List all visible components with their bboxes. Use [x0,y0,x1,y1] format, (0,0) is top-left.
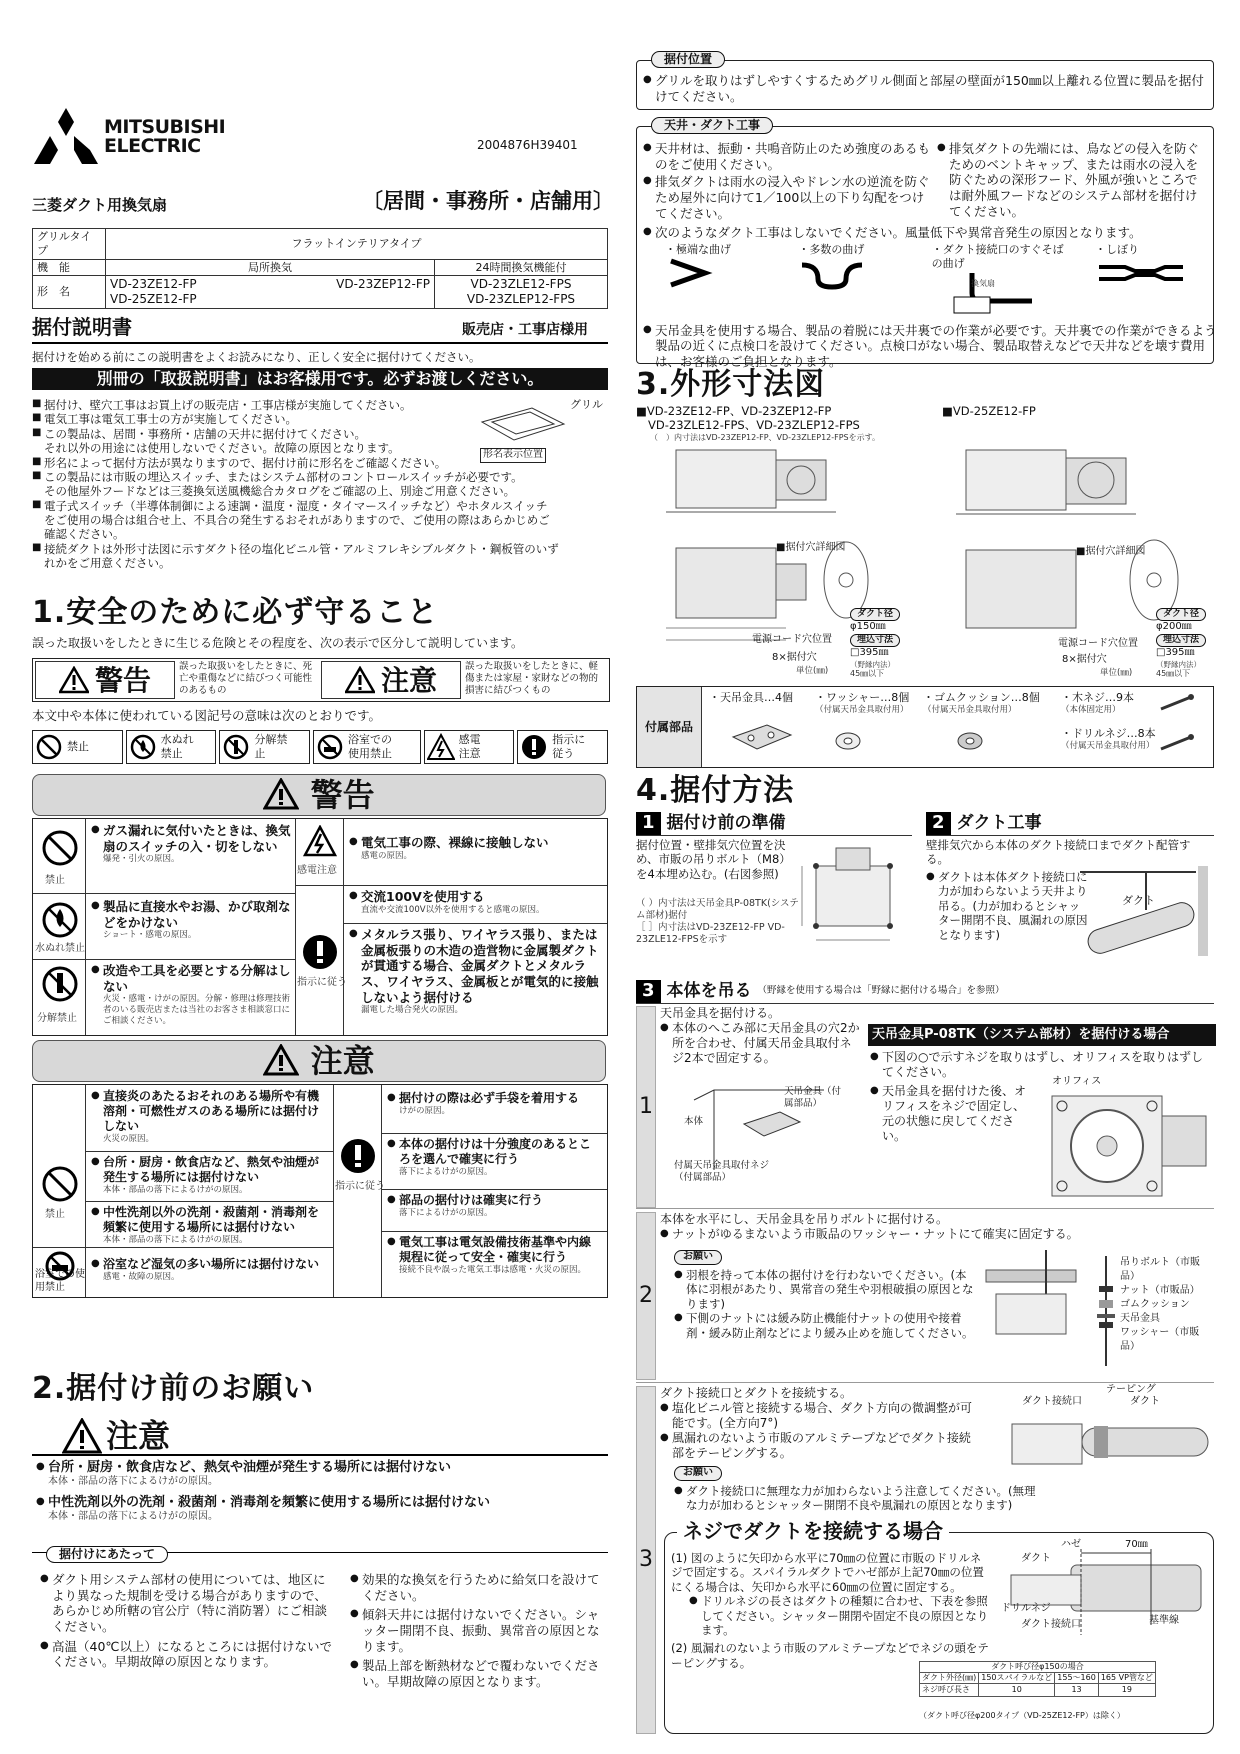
multiple-bend-icon [798,257,888,291]
duct-hanging-diagram [1076,866,1212,956]
caution-table: 禁止 浴室での使用禁止 ● 直接炎のあたるおそれのある場所や有機溶剤・可燃性ガスのある場所には据付けしない 火災の原因。 ● 台所・厨房・飲食店など、熱気や油煙が発生する場所には据付けない 本体・部品の落下によるけがの原因。 ● 中性洗剤以外の洗剤・殺菌剤・消毒剤を頻繁に使用する場所には据付けない 本体・部品の落下によるけがの原因。 ● 浴室など湿気の多い場所には据付けない 感電・故障の原因。 指示に従う ● 据付けの際は必ず手袋を着用する けがの原因。 ● 本体の据付けは十分強度のあるところを選んで確実に行う 落下によるけがの原因。 ● 部品の据付けは確実に行う 落下によるけがの原因。 ● 電気工事は電気設備技術基準や内線規程に従って安全・確実に行う 接続不良や誤った電気工事は感電・火災の原因。 [32,1084,608,1298]
manual-title: 据付説明書 [32,315,132,339]
bad-duct-examples: ・極端な曲げ ・多数の曲げ ・ダクト接続口のすぐそばの曲げ 換気扇 ・しぼり [665,243,1205,318]
bolt-detail-icon [1096,1256,1116,1376]
hanger-bracket-icon [727,711,797,757]
caution-header-icon [263,1044,299,1076]
caution-prohibit-icon [41,1165,79,1203]
right-column: 据付位置 ● グリルを取りはずしやすくするためグリル側面と部屋の壁面が150㎜以上離れる位置に製品を据付けてください。 天井・ダクト工事 ● 天井材は、振動・共鳴音防止のため強度のあるものをご使用ください。 ● 排気ダクトは雨水の浸入やドレン水の逆流を防ぐため屋外に向けて1／100以上の下り勾配をつけてください。 ● 排気ダクトの先端には、鳥などの侵入を防ぐためのベントキャップ、または雨水の浸入を防ぐための深形フード、外風が強いところでは耐外風フードなどのシステム部材を据付けてください。 ● 次のようなダクト工事はしないでください。風量低下や異常音発生の原因となります。 ・極端な曲げ ・多数の曲げ ・ダクト接続口のすぐそばの曲げ 換気扇 ・しぼり ● 天吊金具を使用する場合、製品の着脱には天井裏での作業が必要です。天井裏での作業ができるよう製品の近くに点検口を設けてください。点検口がない場合、製品取替えなどで天井などを壊す費用は、お客様のご負担となります。 3.外形寸法図 ■VD-23ZE12-FP、VD-23ZEP12-FP VD-23ZLE12-FPS、VD-23ZLEP12-FPS （ ）内寸法はVD-23ZEP12-FP、VD-23ZLEP12-FPSを示す。 ■VD-25ZE12-FP ■据付穴詳細図 ■据付穴詳細図 ダクト径 φ150㎜ 埋込寸法 □395㎜ （野縁内法） 45㎜以下 ダクト径 φ200㎜ 埋込寸法 □395㎜ （野縁内法） 45㎜以下 電源コード穴位置 8×据付穴 単位(㎜) 電源コード穴位置 8×据付穴 単位(㎜) 付属部品 ・天吊金具…4個 ・ワッシャー…8個 （付属天吊金具取付用） ・ゴムクッション…8個 （付属天吊金具取付用） ・木ネジ…9本 （本体固定用） ・ドリルネジ…8本 （付属天吊金具取付用） 4.据付方法 1 据付け前の準備 据付位置・壁排気穴位置を決め、市販の吊りボルト（M8）を4本埋め込む。(右図参照) （ ）内寸法は天吊金具P-08TK(システム部材)据付 ［ ］内寸法はVD-23ZE12-FP VD-23ZLE12-FPSを示す 2 ダクト工事 壁排気穴から本体のダクト接続口までダクト配管する。 ● ダクトは本体ダクト接続口に力が加わらないよう天井より吊る。(力が加わるとシャッター開閉不良、風漏れの原因となります) ダクト 3 本体を吊る （野縁を使用する場合は「野縁に据付ける場合」を参照） 1 天吊金具を据付ける。 ● 本体のへこみ部に天吊金具の穴2か所を合わせ、付属天吊金具取付ネジ2本で固定する。 天吊金具（付属部品） 本体 付属天吊金具取付ネジ（付属部品） 天吊金具P-08TK（システム部材）を据付ける場合 ● 下図の○で示すネジを取りはずし、オリフィスを取りはずしてください。 ● 天吊金具を据付けた後、オリフィスをネジで固定し、元の状態に戻してください。 オリフィス 2 本体を水平にし、天吊金具を吊りボルトに据付ける。 ● ナットがゆるまないよう市販品のワッシャー・ナットにて確実に固定する。 お願い ● 羽根を持って本体の据付けを行わないでください。(本体に羽根があたり、異常音の発生や羽根破損の原因となります) ● 下側のナットには緩み防止機能付ナットの使用や接着剤・緩み防止剤などにより緩み止めを施してください。 吊りボルト（市販品） ナット（市販品） ゴムクッション 天吊金具 ワッシャー（市販品） 3 ダクト接続口とダクトを接続する。 ● 塩化ビニル管と接続する場合、ダクト方向の微調整が可能です。(全方向7°) ● 風漏れのないよう市販のアルミテープなどでダクト接続部をテーピングする。 お願い ● ダクト接続口に無理な力が加わらないよう注意してください。(無理な力が加わるとシャッター開閉不良や風漏れの原因となります) テーピング ダクト接続口 ダクト ネジでダクトを接続する場合 (1) 図のように矢印から水平に70㎜の位置に市販のドリルネジで固定する。スパイラルダクトでハゼ部が上記70㎜の位置にくる場合は、矢印から水平に60㎜の位置に固定する。 ● ドリルネジの長さはダクトの種類に合わせ、下表を参照してください。シャッター開閉や固定不良の原因となります。 (2) 風漏れのないよう市販のアルミテープなどでネジの頭をテーピングする。 ダクト ハゼ 70㎜ ドリルネジ ダクト接続口 基準線 ダクト呼び径φ150の場合 ダクト外径(㎜) 150スパイラルなど 155～160 165 VP管など ネジ呼び長さ 10 13 19 （ダクト呼び径φ200タイプ（VD-25ZE12-FP）は除く） [636,0,1214,72]
step-3-head: 3 本体を吊る （野縁を使用する場合は「野縁に据付ける場合」を参照） [636,980,1214,1004]
substep-3-text: ダクト接続口とダクトを接続する。 ● 塩化ビニル管と接続する場合、ダクト方向の微調整が可能です。(全方向7°) ● 風漏れのないよう市販のアルミテープなどでダクト接続部をテーピングする。 [660,1386,980,1461]
sec2-left-list: ● ダクト用システム部材の使用については、地区により異なった規制を受ける場合がありますので、あらかじめ所轄の官公庁（特に消防署）にご相談ください。 ● 高温（40℃以上）になるところには据付けないでください。早期故障の原因となります。 [40,1572,336,1670]
step-1-text: 据付位置・壁排気穴位置を決め、市販の吊りボルト（M8）を4本埋め込む。(右図参照) [636,838,791,881]
symbol-mizunure: 水ぬれ禁止 [126,730,217,764]
symbol-legend [32,730,608,764]
wood-screw-icon [1157,693,1197,713]
brand-name: MITSUBISHI ELECTRIC [104,116,226,157]
doc-code: 2004876H39401 [477,138,578,152]
substep-2-bar: 2 [636,1212,656,1380]
substep-2-text: 本体を水平にし、天吊金具を吊りボルトに据付ける。 ● ナットがゆるまないよう市販品のワッシャー・ナットにて確実に固定する。 [660,1212,1210,1242]
duct-dia-1: ダクト径 φ150㎜ 埋込寸法 □395㎜ （野縁内法） 45㎜以下 [850,608,900,679]
prohibit-icon [35,733,63,761]
symbol-kinshi: 禁止 [32,730,123,764]
bolt-labels: 吊りボルト（市販品） ナット（市販品） ゴムクッション 天吊金具 ワッシャー（市販品） [1120,1257,1200,1352]
symbol-yokushitsu: 浴室での使用禁止 [313,730,421,764]
symbols-intro: 本文中や本体に使われている図記号の意味は次のとおりです。 [32,708,382,723]
warn-no-disassembly-icon [41,965,79,1003]
orifice-diagram [1042,1086,1212,1204]
warning-header-icon [263,778,299,810]
model-position-label: 形名表示位置 [480,448,546,463]
no-bathroom-icon [316,733,344,761]
warn-no-water-icon [41,901,79,939]
caution-instruction-icon [339,1137,377,1175]
sec2-right-list: ● 効果的な換気を行うために給気口を設けてください。 ● 傾斜天井には据付けないでください。シャッター開閉不良、振動、異常音の原因となります。 ● 製品上部を断熱材などで覆わないでください。早期故障の原因となります。 [350,1572,606,1689]
dim-models-1: ■VD-23ZE12-FP、VD-23ZEP12-FP VD-23ZLE12-FPS、VD-23ZLEP12-FPS （ ）内寸法はVD-23ZEP12-FP、VD-23ZLEP12-FPSを示す。 [636,404,880,442]
duct-dia-2: ダクト径 φ200㎜ 埋込寸法 □395㎜ （野縁内法） 45㎜以下 [1156,608,1206,679]
instruction-icon [520,733,548,761]
screw-length-table: ダクト呼び径φ150の場合 ダクト外径(㎜) 150スパイラルなど 155～160 165 VP管など ネジ呼び長さ 10 13 19 [919,1661,1156,1697]
constriction-icon [1095,257,1185,287]
signal-word-legend: 警告 誤った取扱いをしたときに、死亡や重傷などに結びつく可能性のあるもの 注意 誤った取扱いをしたときに、軽傷または家屋・家財などの物的損害に結びつくもの [32,658,610,702]
section-1-title: 1.安全のために必ず守ること [32,595,439,630]
warn-prohibit-icon [41,829,79,867]
bolt-mount-diagram [976,1250,1086,1350]
screw-connection-box: ネジでダクトを接続する場合 (1) 図のように矢印から水平に70㎜の位置に市販のドリルネジで固定する。スパイラルダクトでハゼ部が上記70㎜の位置にくる場合は、矢印から水平に60㎜の位置に固定する。 ● ドリルネジの長さはダクトの種類に合わせ、下表を参照してください。シャッター開閉や固定不良の原因となります。 (2) 風漏れのないよう市販のアルミテープなどでネジの頭をテーピングする。 ダクト ハゼ 70㎜ ドリルネジ ダクト接続口 基準線 ダクト呼び径φ150の場合 ダクト外径(㎜) 150スパイラルなど 155～160 165 VP管など ネジ呼び長さ 10 13 19 （ダクト呼び径φ200タイプ（VD-25ZE12-FP）は除く） [664,1532,1214,1734]
hole-detail-2: ■据付穴詳細図 [1076,546,1146,557]
step-1-head: 1 据付け前の準備 [636,812,912,836]
manual-notes: ■ 据付け、壁穴工事はお買上げの販売店・工事店様が実施してください。 ■ 電気工事は電気工事士の方が実施してください。 ■ この製品は、居間・事務所・店舗の天井に据付けてください。 それ以外の用途には使用しないでください。故障の原因となります。 ■ 形名によって据付方法が異なりますので、据付け前に形名をご確認ください。 ■ この製品には市販の埋込スイッチ、またはシステム部材のコントロールスイッチが必要です。 その他屋外フードなどは三菱換気送風機総合カタログをご確認の上、別途ご用意ください。 ■ 電子式スイッチ（半導体制御による速調・温度・湿度・タイマースイッチなど）やホタルスイッチ をご使用の場合は組合せ上、不具合の発生するおそれがありますので、ご使用の際はあらかじめご 確認ください。 ■ 接続ダクトは外形寸法図に示すダクト径の塩化ビニル管・アルミフレキシブルダクト・鋼板管のいず れかをご用意ください。 [32,398,608,571]
no-water-icon [129,733,157,761]
usage: 〔居間・事務所・店舗用〕 [362,189,614,213]
product-type: 三菱ダクト用換気扇 [32,196,168,214]
warn-instruction-icon [301,933,339,971]
symbol-bunkai: 分解禁止 [219,730,310,764]
duct-taping-diagram [1002,1398,1212,1482]
substep-1-bar: 1 [636,1006,656,1208]
symbol-kanden: 感電注意 [424,730,515,764]
rubber-cushion-icon [955,729,985,753]
section-3-title: 3.外形寸法図 [636,367,826,402]
section-2-caution: 注意 [62,1416,170,1456]
warning-header: 警告 [32,774,606,816]
washer-icon [833,729,863,753]
section-1-intro: 誤った取扱いをしたときに生じる危険とその程度を、次の表示で区分して説明しています。 [32,636,524,650]
warning-triangle-icon [59,666,89,694]
electric-shock-icon [427,733,455,761]
accessory-parts: 付属部品 ・天吊金具…4個 ・ワッシャー…8個 （付属天吊金具取付用） ・ゴムクッション…8個 （付属天吊金具取付用） ・木ネジ…9本 （本体固定用） ・ドリルネジ…8本 （付属天吊金具取付用） [636,686,1214,768]
ceiling-duct-box: 天井・ダクト工事 ● 天井材は、振動・共鳴音防止のため強度のあるものをご使用ください。 ● 排気ダクトは雨水の浸入やドレン水の逆流を防ぐため屋外に向けて1／100以上の下り勾配をつけてください。 ● 排気ダクトの先端には、鳥などの侵入を防ぐためのベントキャップ、または雨水の浸入を防ぐための深形フード、外風が強いところでは耐外風フードなどのシステム部材を据付けてください。 ● 次のようなダクト工事はしないでください。風量低下や異常音発生の原因となります。 ・極端な曲げ ・多数の曲げ ・ダクト接続口のすぐそばの曲げ 換気扇 ・しぼり ● 天吊金具を使用する場合、製品の着脱には天井裏での作業が必要です。天井裏での作業ができるよう製品の近くに点検口を設けてください。点検口がない場合、製品取替えなどで天井などを壊す費用は、お客様のご負担となります。 [636,126,1214,364]
hole-detail-1: ■据付穴詳細図 [776,542,846,553]
bolt-position-diagram [796,836,914,956]
warning-table: 禁止 水ぬれ禁止 分解禁止 ● ガス漏れに気付いたときは、換気扇のスイッチの入・切をしない 爆発・引火の原因。 ● 製品に直接水やお湯、かび取剤などをかけない ショート・感電の原因。 ● 改造や工具を必要とする分解はしない 火災・感電・けがの原因。分解・修理は修理技術者のいる販売店または当社のお客さま相談窓口にご相談ください。 感電注意 指示に従う ● 電気工事の際、裸線に接触しない 感電の原因。 ● 交流100Vを使用する 直流や交流100V以外を使用すると感電の原因。 ● メタルラス張り、ワイヤラス張り、または金属板張りの木造の造営物に金属製ダクトが貫通する場合、金属ダクトとメタルラス、ワイヤラス、金属板とが電気的に接触しないよう据付ける 漏電した場合発火の原因。 [32,818,608,1036]
sec2-cautions: ● 台所・厨房・飲食店など、熱気や油煙が発生する場所には据付けない 本体・部品の落下によるけがの原因。 ● 中性洗剤以外の洗剤・殺菌剤・消毒剤を頻繁に使用する場所には据付けない 本体・部品の落下によるけがの原因。 [36,1460,606,1524]
bend-near-inlet-icon [932,271,1042,315]
p08tk-header: 天吊金具P-08TK（システム部材）を据付ける場合 [868,1024,1216,1046]
symbol-shiji: 指示に従う [517,730,608,764]
notice-bar: 別冊の「取扱説明書」はお客様用です。必ずお渡しください。 [32,368,608,390]
drill-screw-icon [1157,733,1197,753]
dim-models-2: ■VD-25ZE12-FP [942,404,1036,418]
substep-3-bar: 3 [636,1386,656,1734]
step-1-notes: （ ）内寸法は天吊金具P-08TK(システム部材)据付 ［ ］内寸法はVD-23ZE12-FP VD-23ZLE12-FPSを示す [636,898,799,945]
install-position-box: 据付位置 ● グリルを取りはずしやすくするためグリル側面と部屋の壁面が150㎜以上離れる位置に製品を据付けてください。 [636,60,1214,110]
sec2-subhead: 据付けにあたって [46,1546,168,1563]
caution-triangle-icon [345,666,375,694]
section-2-title: 2.据付け前のお願い [32,1371,315,1406]
p08tk-text: ● 下図の○で示すネジを取りはずし、オリフィスを取りはずしてください。 [870,1050,1210,1080]
manual-for: 販売店・工事店様用 [462,322,588,338]
spec-table: グリルタイプ フラットインテリアタイプ 機 能 局所換気 24時間換気機能付 形 名 VD-23ZE12-FP VD-23ZEP12-FP VD-25ZE12-FP VD-23ZLE12-FPS VD-23ZLEP12-FPS [32,228,608,309]
no-disassembly-icon [222,733,250,761]
grill-label: グリル [570,398,603,411]
sec2-caution-icon [62,1418,102,1454]
caution-header: 注意 [32,1040,606,1082]
substep-1-text: 天吊金具を据付ける。 ● 本体のへこみ部に天吊金具の穴2か所を合わせ、付属天吊金具取付ネジ2本で固定する。 [660,1006,860,1066]
manual-intro: 据付けを始める前にこの説明書をよくお読みになり、正しく安全に据付けてください。 [32,350,481,364]
step-2-head: 2 ダクト工事 [926,812,1214,836]
sharp-bend-icon [665,257,725,291]
section-4-title: 4.据付方法 [636,773,795,808]
mitsubishi-logo-icon [34,108,98,164]
warn-electric-icon [303,825,337,857]
